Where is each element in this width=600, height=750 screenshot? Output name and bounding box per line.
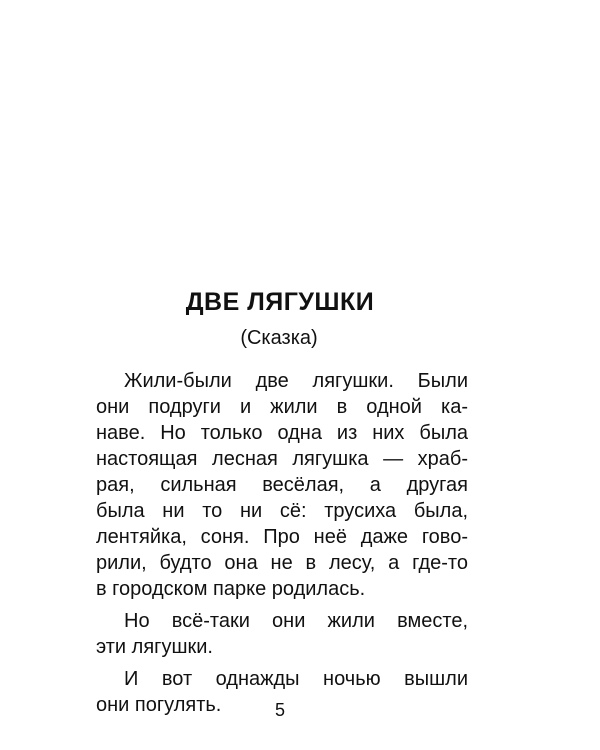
text-line: Жили-были две лягушки. Были (124, 370, 468, 392)
paragraph (96, 368, 468, 602)
text-line: Но всё-таки они жили вместе, (124, 610, 468, 632)
text-line: И вот однажды ночью вышли (124, 668, 468, 690)
text-line: была ни то ни сё: трусиха была, (96, 500, 468, 522)
story-subtitle: (Сказка) (240, 327, 318, 349)
text-line: они погулять. (96, 694, 222, 716)
text-line: они подруги и жили в одной ка- (96, 396, 468, 418)
story-title: ДВЕ ЛЯГУШКИ (185, 288, 375, 316)
page-number: 5 (274, 700, 285, 720)
text-line: рили, будто она не в лесу, а где-то (96, 552, 468, 574)
story-text (96, 368, 468, 718)
text-line: эти лягушки. (96, 636, 213, 658)
text-line: рая, сильная весёлая, а другая (96, 474, 468, 496)
text-line: настоящая лесная лягушка — храб- (96, 448, 468, 470)
text-line: лентяйка, соня. Про неё даже гово- (96, 526, 468, 548)
paragraph (96, 608, 468, 660)
text-line: в городском парке родилась. (96, 578, 366, 600)
text-line: наве. Но только одна из них была (96, 422, 468, 444)
